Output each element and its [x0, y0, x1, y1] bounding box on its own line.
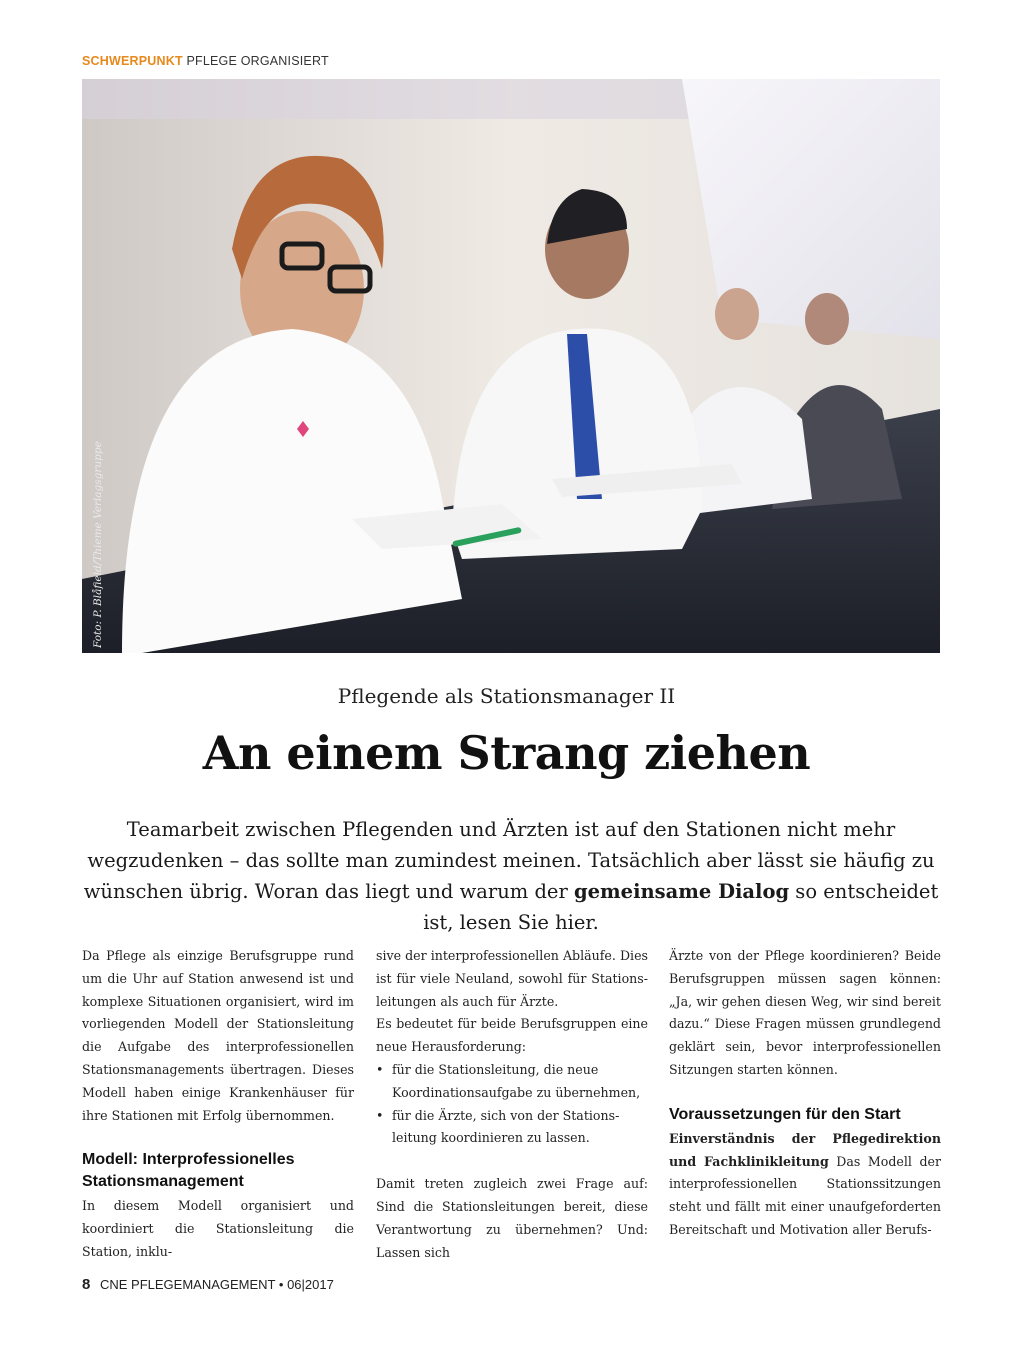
lead-text-start: Teamarbeit zwischen Pflegenden und Ärzten ist auf den Stationen nicht mehr wegzudenken – das sollte man zumindest meinen. Tatsächlich aber lässt sie häufig zu wünschen übrig. Woran das liegt und warum der	[83, 818, 935, 903]
lead-text-end: so entscheidet ist, lesen Sie hier.	[423, 880, 939, 934]
column-1	[82, 945, 354, 1264]
col3-paragraph-2-text: Das Modell der interprofessionellen Stationssitzungen steht und fällt mit einer unaufgeforderten Bereitschaft und Motivation aller Berufs-	[669, 1153, 941, 1237]
meeting-illustration	[82, 79, 940, 653]
running-header	[82, 54, 329, 68]
article-title: An einem Strang ziehen	[202, 726, 811, 780]
page-number: 8	[82, 1276, 91, 1293]
list-item: • für die Stationsleitung, die neue Koordinationsaufgabe zu übernehmen,	[376, 1059, 648, 1105]
article-kicker: Pflegende als Stationsmanager II	[337, 684, 676, 708]
column-3	[669, 945, 941, 1242]
list-item: • für die Ärzte, sich von der Stationsleitung koordinieren zu lassen.	[376, 1105, 648, 1151]
topic-label: PFLEGE ORGANISIERT	[186, 54, 329, 68]
col2-paragraph-1: sive der interprofessionellen Abläufe. Dies ist für viele Neuland, sowohl für Stationsleitungen als auch für Ärzte.	[376, 948, 648, 1009]
col1-paragraph-1: Da Pflege als einzige Berufsgruppe rund um die Uhr auf Station anwesend ist und komplexe Situationen organisiert, wird im vorliegenden Modell der Stationsleitung die Aufgabe des interprofessionellen Stationsmanagements übertragen. Dieses Modell haben einige Krankenhäuser für ihre Stationen mit Erfolg übernommen.	[82, 948, 354, 1123]
page-footer	[82, 1276, 334, 1293]
col3-run-in-heading: Einverständnis der Pflegedirektion und Fachklinikleitung	[669, 1130, 941, 1169]
col3-paragraph-1: Ärzte von der Pflege koordinieren? Beide Berufsgruppen müssen sagen können: „Ja, wir gehen diesen Weg, wir sind bereit dazu.“ Diese Fragen müssen grundlegend geklärt sein, bevor interprofessionellen Sitzungen starten können.	[669, 948, 941, 1077]
col1-subheading: Modell: Interprofessionelles Stationsmanagement	[82, 1151, 295, 1191]
column-2	[376, 945, 648, 1264]
issue-number: 06|2017	[287, 1277, 334, 1292]
col3-paragraph-2	[669, 1128, 941, 1242]
section-label: SCHWERPUNKT	[82, 54, 183, 68]
col2-paragraph-2: Es bedeutet für beide Berufsgruppen eine neue Herausforderung:	[376, 1016, 648, 1055]
col2-paragraph-3: Damit treten zugleich zwei Frage auf: Sind die Stationsleitungen bereit, diese Verantwortung zu übernehmen? Und: Lassen sich	[376, 1176, 648, 1260]
col3-subheading: Voraussetzungen für den Start	[669, 1105, 901, 1123]
article-lead	[75, 814, 947, 938]
col1-paragraph-2: In diesem Modell organisiert und koordiniert die Stationsleitung die Station, inklu-	[82, 1198, 354, 1259]
article-photo	[82, 79, 940, 653]
col2-bullet-list	[376, 1059, 648, 1150]
magazine-name: CNE PFLEGEMANAGEMENT	[99, 1277, 276, 1292]
footer-separator: •	[278, 1277, 284, 1292]
lead-emphasis: gemeinsame Dialog	[574, 880, 790, 903]
photo-credit: Foto: P. Blåfield/Thieme Verlagsgruppe	[92, 441, 104, 648]
